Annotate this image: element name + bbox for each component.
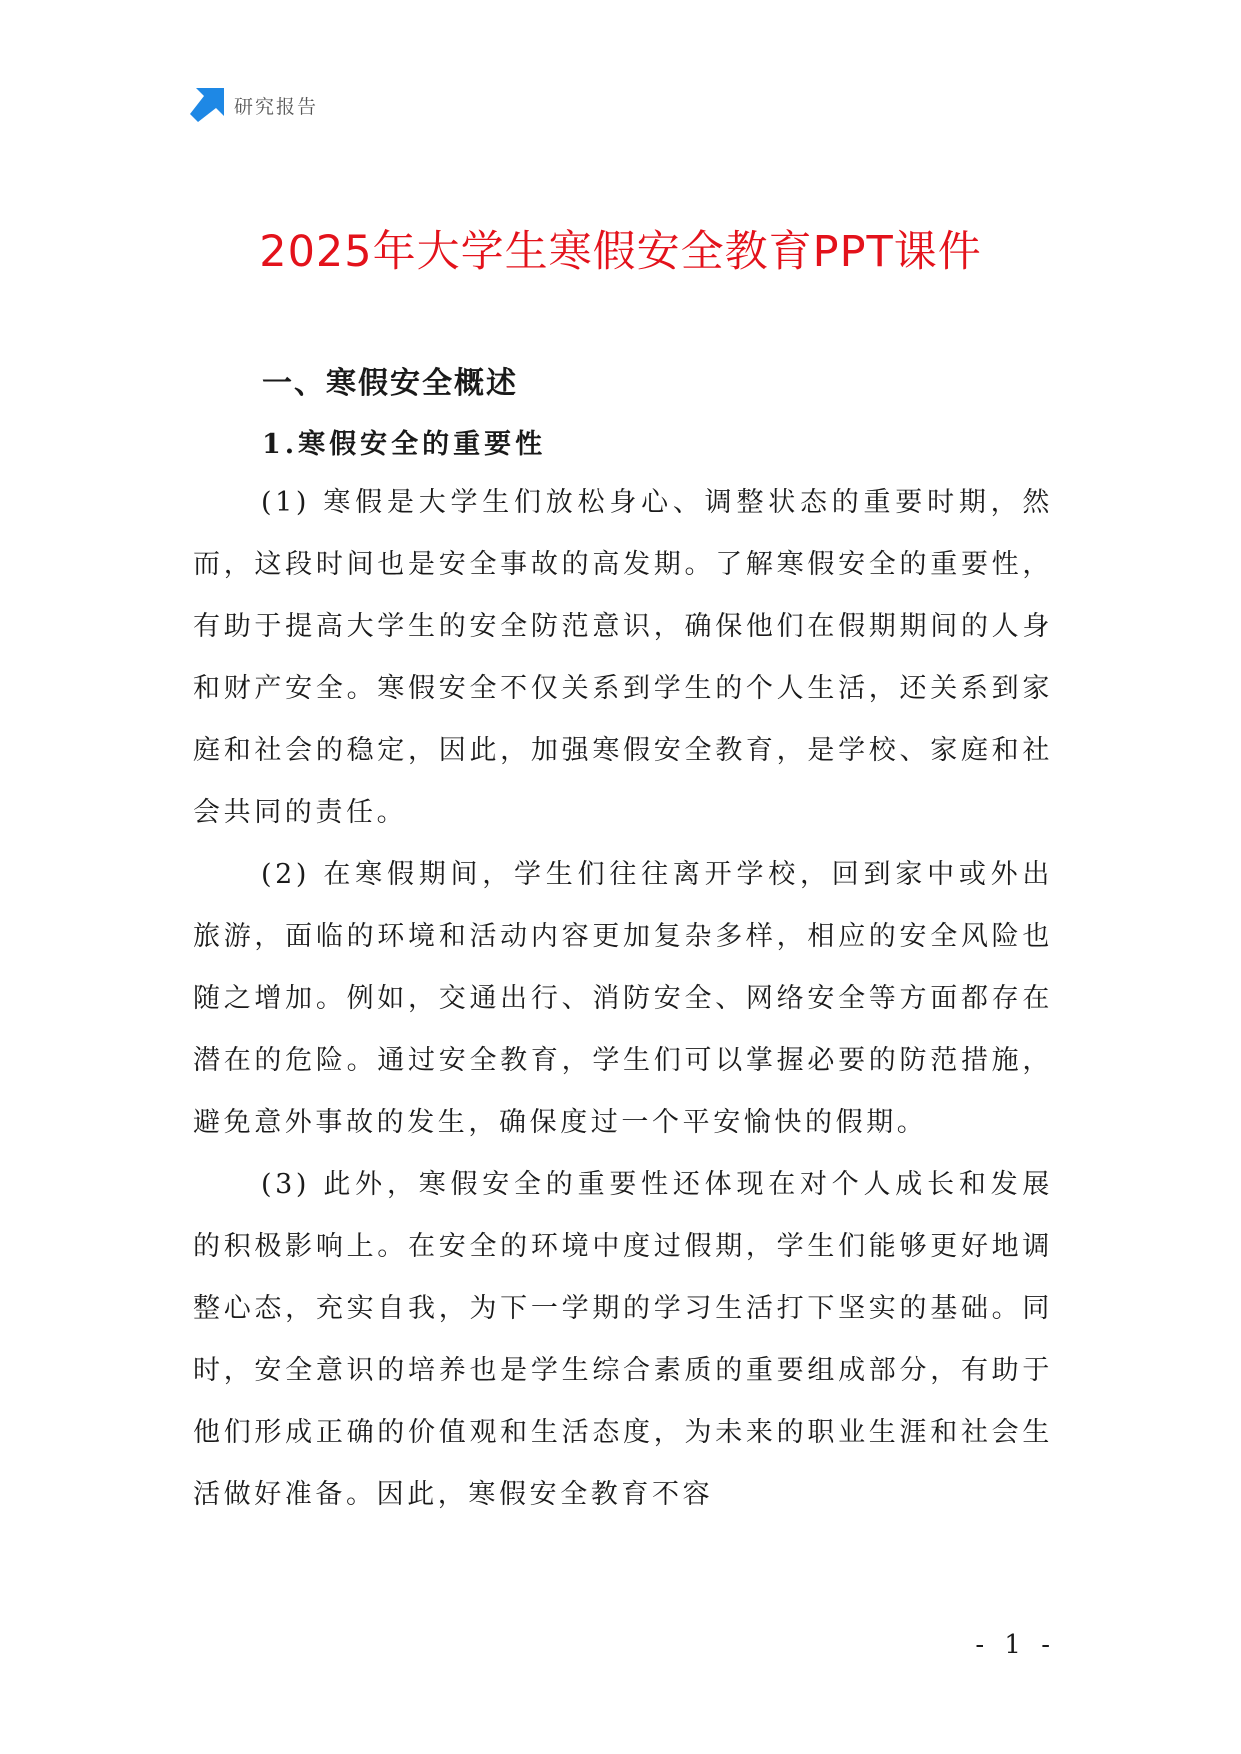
paragraph-2: (2) 在寒假期间，学生们往往离开学校，回到家中或外出旅游，面临的环境和活动内容更加复杂多样，相应的安全风险也随之增加。例如，交通出行、消防安全、网络安全等方面都存在潜在的危险。通过安全教育，学生们可以掌握必要的防范措施，避免意外事故的发生，确保度过一个平安愉快的假期。	[193, 859, 1053, 1138]
arrow-up-right-icon	[190, 88, 224, 122]
paragraph-3: (3) 此外，寒假安全的重要性还体现在对个人成长和发展的积极影响上。在安全的环境中度过假期，学生们能够更好地调整心态，充实自我，为下一学期的学习生活打下坚实的基础。同时，安全意识的培养也是学生综合素质的重要组成部分，有助于他们形成正确的价值观和生活态度，为未来的职业生涯和社会生活做好准备。因此，寒假安全教育不容	[193, 1169, 1053, 1510]
page-number: - 1 -	[975, 1630, 1056, 1660]
paragraph-1: (1) 寒假是大学生们放松身心、调整状态的重要时期，然而，这段时间也是安全事故的高发期。了解寒假安全的重要性，有助于提高大学生的安全防范意识，确保他们在假期期间的人身和财产安全。寒假安全不仅关系到学生的个人生活，还关系到家庭和社会的稳定，因此，加强寒假安全教育，是学校、家庭和社会共同的责任。	[193, 487, 1053, 828]
header-label: 研究报告	[234, 95, 319, 118]
sub-heading: 1.寒假安全的重要性	[262, 429, 547, 460]
body-text	[193, 472, 1053, 1526]
report-header	[190, 88, 318, 122]
document-title: 2025年大学生寒假安全教育PPT课件	[259, 227, 982, 277]
section-heading: 一、寒假安全概述	[262, 366, 518, 401]
